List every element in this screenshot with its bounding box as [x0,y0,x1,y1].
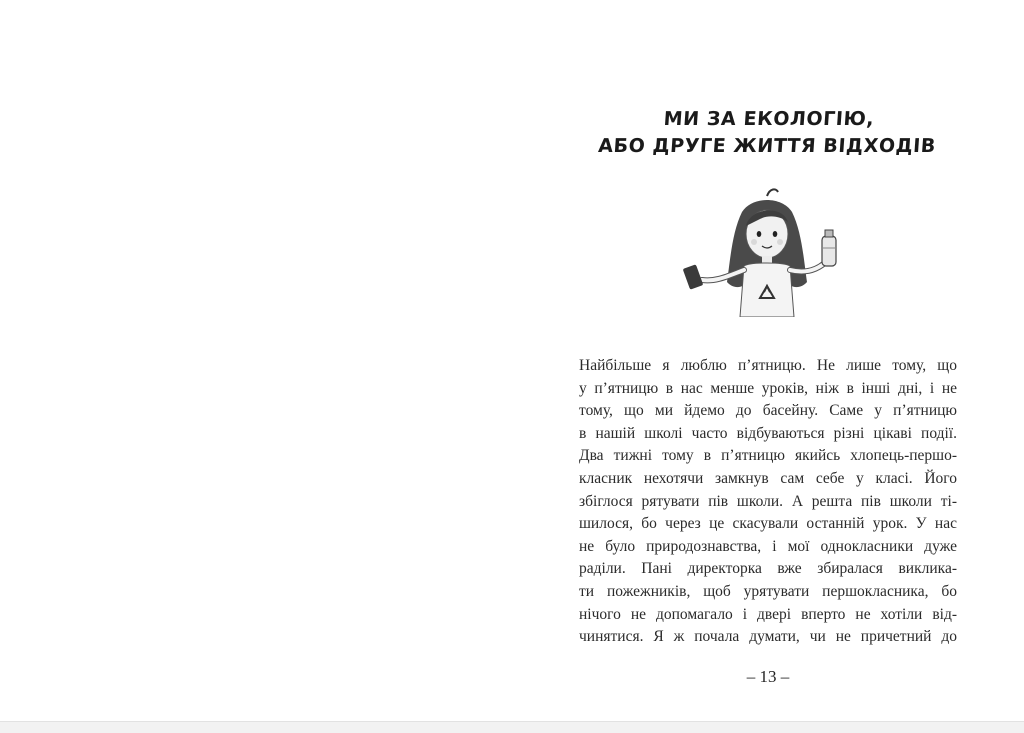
body-line: раділи. Пані директорка вже збиралася виклика- [579,560,957,578]
body-line: чинятися. Я ж почала думати, чи не причетний до [579,628,957,646]
body-line: ти пожежників, щоб урятувати першокласника, бо [579,582,957,600]
body-text [579,355,957,649]
body-line: класник нехотячи замкнув сам себе у класі. Його [579,469,957,487]
chapter-title-line-2: АБО ДРУГЕ ЖИТТЯ ВІДХОДІВ [597,135,937,157]
body-line: збіглося рятувати пів школи. А решта пів школи ті- [579,492,957,510]
page-number: – 13 – [746,667,790,686]
body-line: Два тижні тому в п’ятницю якийсь хлопець-першо- [579,447,957,465]
chapter-title-line-1: МИ ЗА ЕКОЛОГІЮ, [662,108,876,130]
body-line: тому, що ми йдемо до басейну. Саме у п’ятницю [579,402,957,420]
body-line: в нашій школі часто відбуваються різні цікаві події. [579,424,957,442]
body-line: Найбільше я люблю п’ятницю. Не лише тому, що [579,357,957,374]
body-line: не було природознавства, і мої однокласники дуже [579,537,957,555]
body-line: нічого не допомагало і двері вперто не хотіли від- [579,605,957,623]
right-page [512,0,1024,720]
body-line: шилося, бо через це скасували останній урок. У нас [579,515,957,533]
chapter-title [510,106,1024,160]
page-bottom-edge [0,721,1024,733]
body-line: у п’ятницю в нас менше уроків, ніж в інші дні, і не [579,379,957,397]
girl-illustration [672,182,862,317]
